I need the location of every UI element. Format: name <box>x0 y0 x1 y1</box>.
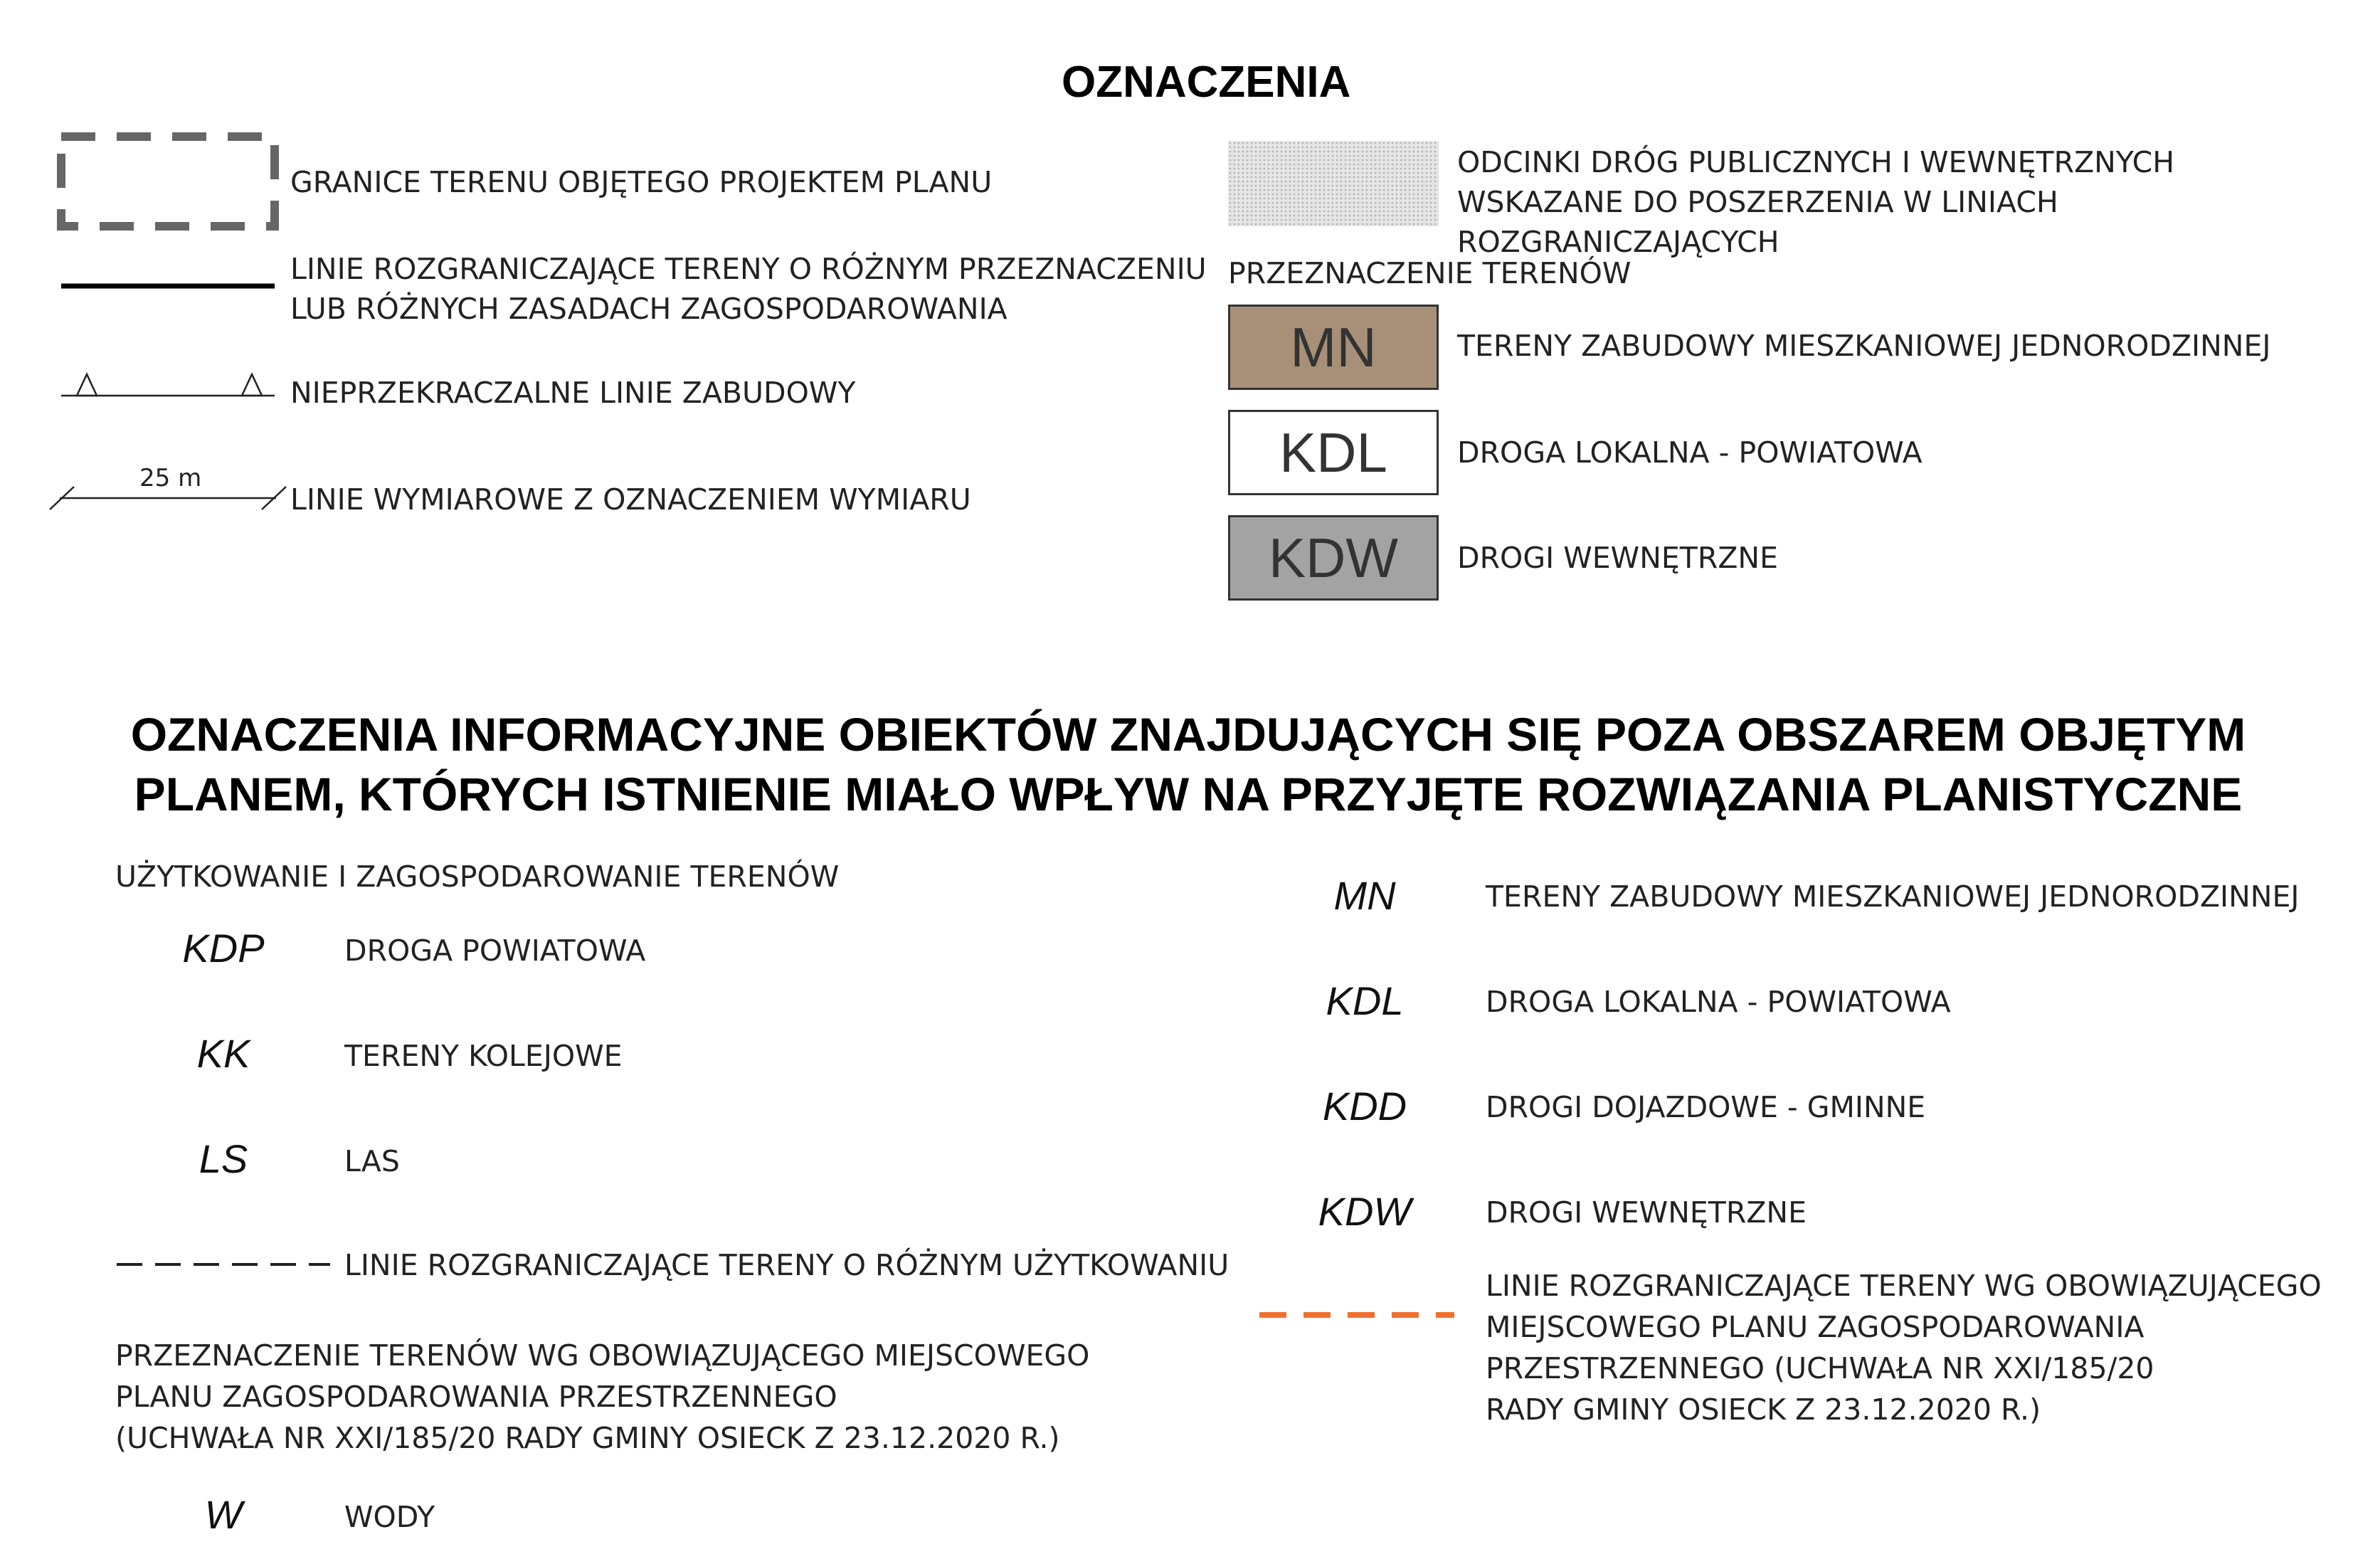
ls-label: LAS <box>344 1144 400 1178</box>
plan-boundary-label: GRANICE TERENU OBJĘTEGO PROJEKTEM PLANU <box>290 165 993 199</box>
dimension-line-label: LINIE WYMIAROWE Z OZNACZENIEM WYMIARU <box>290 482 971 517</box>
land-use-heading: PRZEZNACZENIE TERENÓW <box>1228 256 1631 290</box>
kk-label: TERENY KOLEJOWE <box>344 1039 623 1073</box>
dimension-line-symbol <box>50 484 285 512</box>
info-mn-symbol: MN <box>1333 873 1396 918</box>
building-line-symbol <box>61 367 275 398</box>
info-kdl-symbol: KDL <box>1326 978 1404 1023</box>
widening-symbol <box>1228 141 1439 226</box>
info-title: OZNACZENIA INFORMACYJNE OBIEKTÓW ZNAJDUJĄCYCH SIĘ POZA OBSZAREM OBJĘTYM PLANEM, KTÓRYCH ISTNIENIE MIAŁO WPŁYW NA PRZYJĘTE ROZWIĄZANIA PLANISTYCZNE <box>130 708 2246 820</box>
dimension-value: 25 m <box>139 464 202 492</box>
plan-line-label: LINIE ROZGRANICZAJĄCE TERENY WG OBOWIĄZUJĄCEGO MIEJSCOWEGO PLANU ZAGOSPODAROWANIA PRZESTRZENNEGO (UCHWAŁA NR XXI/185/20 RADY GMINY OSIECK Z 23.12.2020 R.) <box>1486 1269 2322 1427</box>
usage-line-label: LINIE ROZGRANICZAJĄCE TERENY O RÓŻNYM UŻYTKOWANIU <box>344 1248 1229 1282</box>
plan-boundary-symbol <box>57 132 279 231</box>
kdl-label: DROGA LOKALNA - POWIATOWA <box>1457 435 1922 470</box>
dividing-line-symbol <box>61 282 275 290</box>
dividing-line-label: LINIE ROZGRANICZAJĄCE TERENY O RÓŻNYM PRZEZNACZENIU LUB RÓŻNYCH ZASADACH ZAGOSPODAROWANIA <box>290 252 1207 326</box>
building-line-label: NIEPRZEKRACZALNE LINIE ZABUDOWY <box>290 376 856 410</box>
usage-dashed-line-symbol <box>117 1261 330 1268</box>
widening-label: ODCINKI DRÓG PUBLICZNYCH I WEWNĘTRZNYCH WSKAZANE DO POSZERZENIA W LINIACH ROZGRANICZAJĄCYCH <box>1457 145 2175 259</box>
legend-title: OZNACZENIA <box>1062 58 1351 107</box>
plan-heading: PRZEZNACZENIE TERENÓW WG OBOWIĄZUJĄCEGO MIEJSCOWEGO PLANU ZAGOSPODAROWANIA PRZESTRZENNEGO (UCHWAŁA NR XXI/185/20 RADY GMINY OSIECK Z 23.12.2020 R.) <box>115 1338 1090 1455</box>
info-kdw-symbol: KDW <box>1318 1189 1412 1234</box>
w-symbol: W <box>204 1492 243 1537</box>
mn-code-box: MN <box>1228 305 1439 390</box>
orange-dashed-line-symbol <box>1259 1311 1454 1319</box>
info-kdd-label: DROGI DOJAZDOWE - GMINNE <box>1486 1090 1926 1124</box>
info-kdd-symbol: KDD <box>1322 1084 1407 1129</box>
mn-label: TERENY ZABUDOWY MIESZKANIOWEJ JEDNORODZINNEJ <box>1457 329 2271 363</box>
info-kdw-label: DROGI WEWNĘTRZNE <box>1486 1195 1807 1230</box>
kk-symbol: KK <box>196 1031 250 1076</box>
kdp-label: DROGA POWIATOWA <box>344 934 646 968</box>
ls-symbol: LS <box>199 1136 248 1181</box>
info-mn-label: TERENY ZABUDOWY MIESZKANIOWEJ JEDNORODZINNEJ <box>1486 879 2300 914</box>
kdp-symbol: KDP <box>182 926 265 971</box>
usage-heading: UŻYTKOWANIE I ZAGOSPODAROWANIE TERENÓW <box>115 860 840 894</box>
w-label: WODY <box>344 1500 435 1534</box>
info-kdl-label: DROGA LOKALNA - POWIATOWA <box>1486 985 1951 1019</box>
kdw-code-box: KDW <box>1228 515 1439 601</box>
kdw-label: DROGI WEWNĘTRZNE <box>1457 541 1778 575</box>
kdl-code-box: KDL <box>1228 410 1439 495</box>
